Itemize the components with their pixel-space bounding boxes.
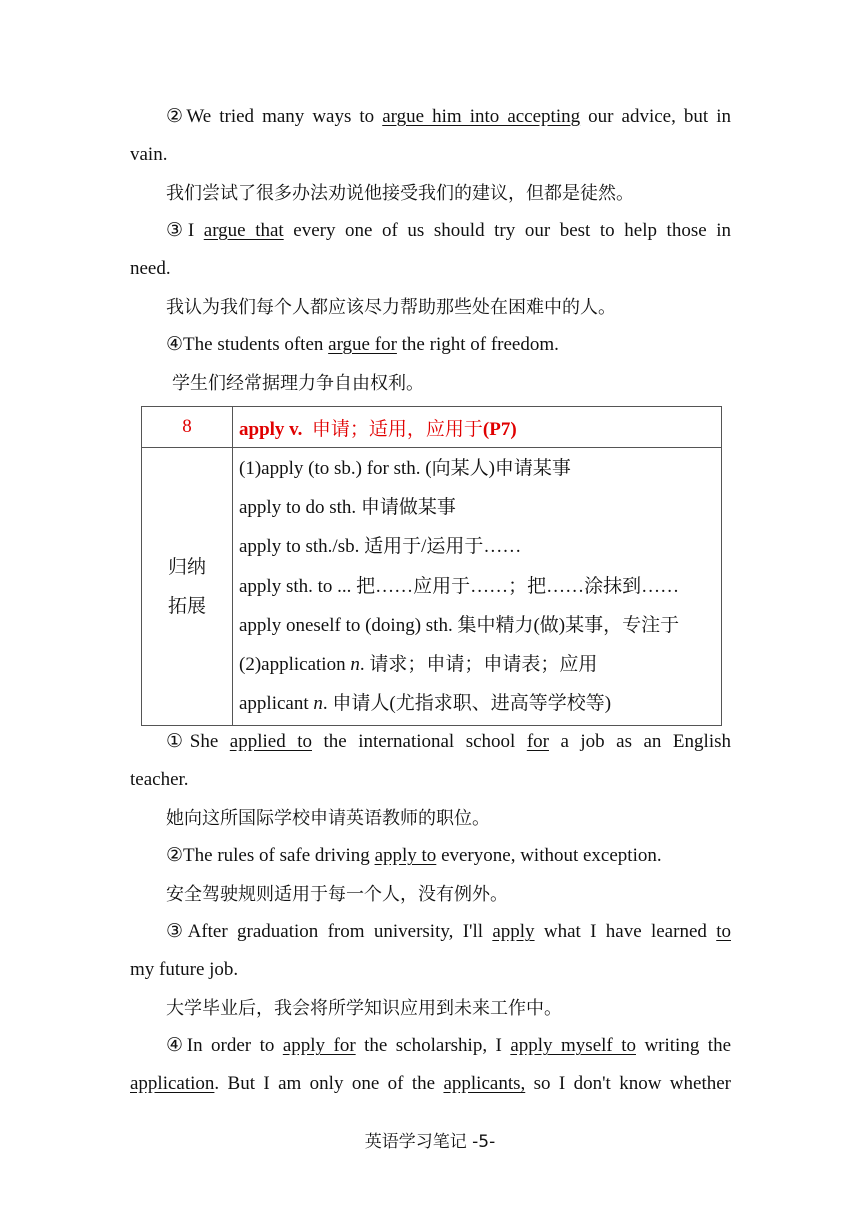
underlined-phrase: application xyxy=(130,1073,215,1095)
underlined-phrase: apply myself to xyxy=(510,1035,636,1057)
apply-example-4-en xyxy=(130,1027,731,1065)
vocab-table xyxy=(141,406,722,726)
summary-label-line1: 归纳 xyxy=(167,556,206,578)
apply-example-1-en xyxy=(130,723,731,761)
underlined-phrase: for xyxy=(526,731,549,753)
text: ④In order to xyxy=(166,1035,283,1057)
entry-number: 8 xyxy=(142,407,233,448)
text: what I have learned xyxy=(534,921,717,943)
underlined-phrase: argue him into accepting xyxy=(382,106,581,127)
underlined-phrase: applied to xyxy=(229,731,312,753)
text: ③After graduation from university, I'll xyxy=(166,921,493,943)
apply-example-4-en-cont xyxy=(130,1065,731,1103)
text: applicant xyxy=(239,693,314,715)
text: a job as an English xyxy=(548,731,731,753)
text: . 申请人(尤指求职、进高等学校等) xyxy=(322,693,612,715)
underlined-phrase: apply to xyxy=(374,845,437,867)
summary-label-line2: 拓展 xyxy=(167,595,206,617)
usage-item: apply sth. to ... 把……应用于……；把……涂抹到…… xyxy=(239,575,680,597)
text: ②We tried many ways to xyxy=(166,106,383,127)
text: ③I xyxy=(166,220,204,241)
apply-example-3-en-cont: my future job. xyxy=(130,959,239,981)
apply-example-1-en-cont: teacher. xyxy=(130,769,189,791)
text: . 请求；申请；申请表；应用 xyxy=(359,654,598,676)
apply-example-2-zh: 安全驾驶规则适用于每一个人，没有例外。 xyxy=(166,884,508,905)
apply-example-3-zh: 大学毕业后，我会将所学知识应用到未来工作中。 xyxy=(166,998,562,1019)
summary-label xyxy=(142,448,233,726)
usage-item: apply oneself to (doing) sth. 集中精力(做)某事，专注于 xyxy=(239,614,680,636)
example-3-zh: 我认为我们每个人都应该尽力帮助那些处在困难中的人。 xyxy=(166,297,616,317)
text: (2)application xyxy=(239,654,351,676)
usage-list xyxy=(233,448,722,726)
example-3-en xyxy=(130,212,731,250)
underlined-phrase: apply for xyxy=(282,1035,356,1057)
apply-example-1-zh: 她向这所国际学校申请英语教师的职位。 xyxy=(166,808,490,829)
underlined-phrase: apply xyxy=(492,921,535,943)
example-2-zh: 我们尝试了很多办法劝说他接受我们的建议，但都是徒然。 xyxy=(166,183,634,203)
apply-example-2-en xyxy=(130,837,731,875)
underlined-phrase: applicants, xyxy=(443,1073,526,1095)
usage-item: apply to sth./sb. 适用于/运用于…… xyxy=(239,536,522,558)
text: our advice, but in xyxy=(580,106,731,127)
usage-item xyxy=(239,645,717,684)
page-body xyxy=(130,98,731,1103)
text: ④The students often xyxy=(166,334,329,355)
underlined-phrase: to xyxy=(716,921,731,943)
text: so I don't know whether xyxy=(525,1073,731,1095)
usage-item xyxy=(239,684,717,723)
example-2-en-cont: vain. xyxy=(130,144,168,165)
text: every one of us should try our best to help those in xyxy=(283,220,731,241)
page-footer: 英语学习笔记 -5- xyxy=(364,1132,496,1152)
text: the right of freedom. xyxy=(396,334,559,355)
text: writing the xyxy=(635,1035,732,1057)
apply-example-3-en xyxy=(130,913,731,951)
entry-headword xyxy=(233,407,722,448)
underlined-phrase: argue for xyxy=(328,334,397,355)
text: ②The rules of safe driving xyxy=(166,845,375,867)
underlined-phrase: argue that xyxy=(203,220,284,241)
example-3-en-cont: need. xyxy=(130,258,171,279)
headword-meaning: 申请；适用，应用于 xyxy=(311,418,483,440)
text: ①She xyxy=(166,731,230,753)
text: everyone, without exception. xyxy=(436,845,662,867)
vocab-header-row xyxy=(142,407,722,448)
part-of-speech: n xyxy=(350,654,360,676)
part-of-speech: n xyxy=(313,693,323,715)
page-ref: (P7) xyxy=(482,418,517,440)
usage-item: (1)apply (to sb.) for sth. (向某人)申请某事 xyxy=(239,458,571,479)
vocab-body-row xyxy=(142,448,722,726)
example-4-zh: 学生们经常据理力争自由权利。 xyxy=(172,373,424,393)
usage-item: apply to do sth. 申请做某事 xyxy=(239,497,456,519)
text: the scholarship, I xyxy=(355,1035,511,1057)
text: . But I am only one of the xyxy=(214,1073,444,1095)
headword: apply v. xyxy=(239,418,303,440)
example-4-en xyxy=(130,326,731,364)
example-2-en xyxy=(130,98,731,136)
text: the international school xyxy=(311,731,527,753)
